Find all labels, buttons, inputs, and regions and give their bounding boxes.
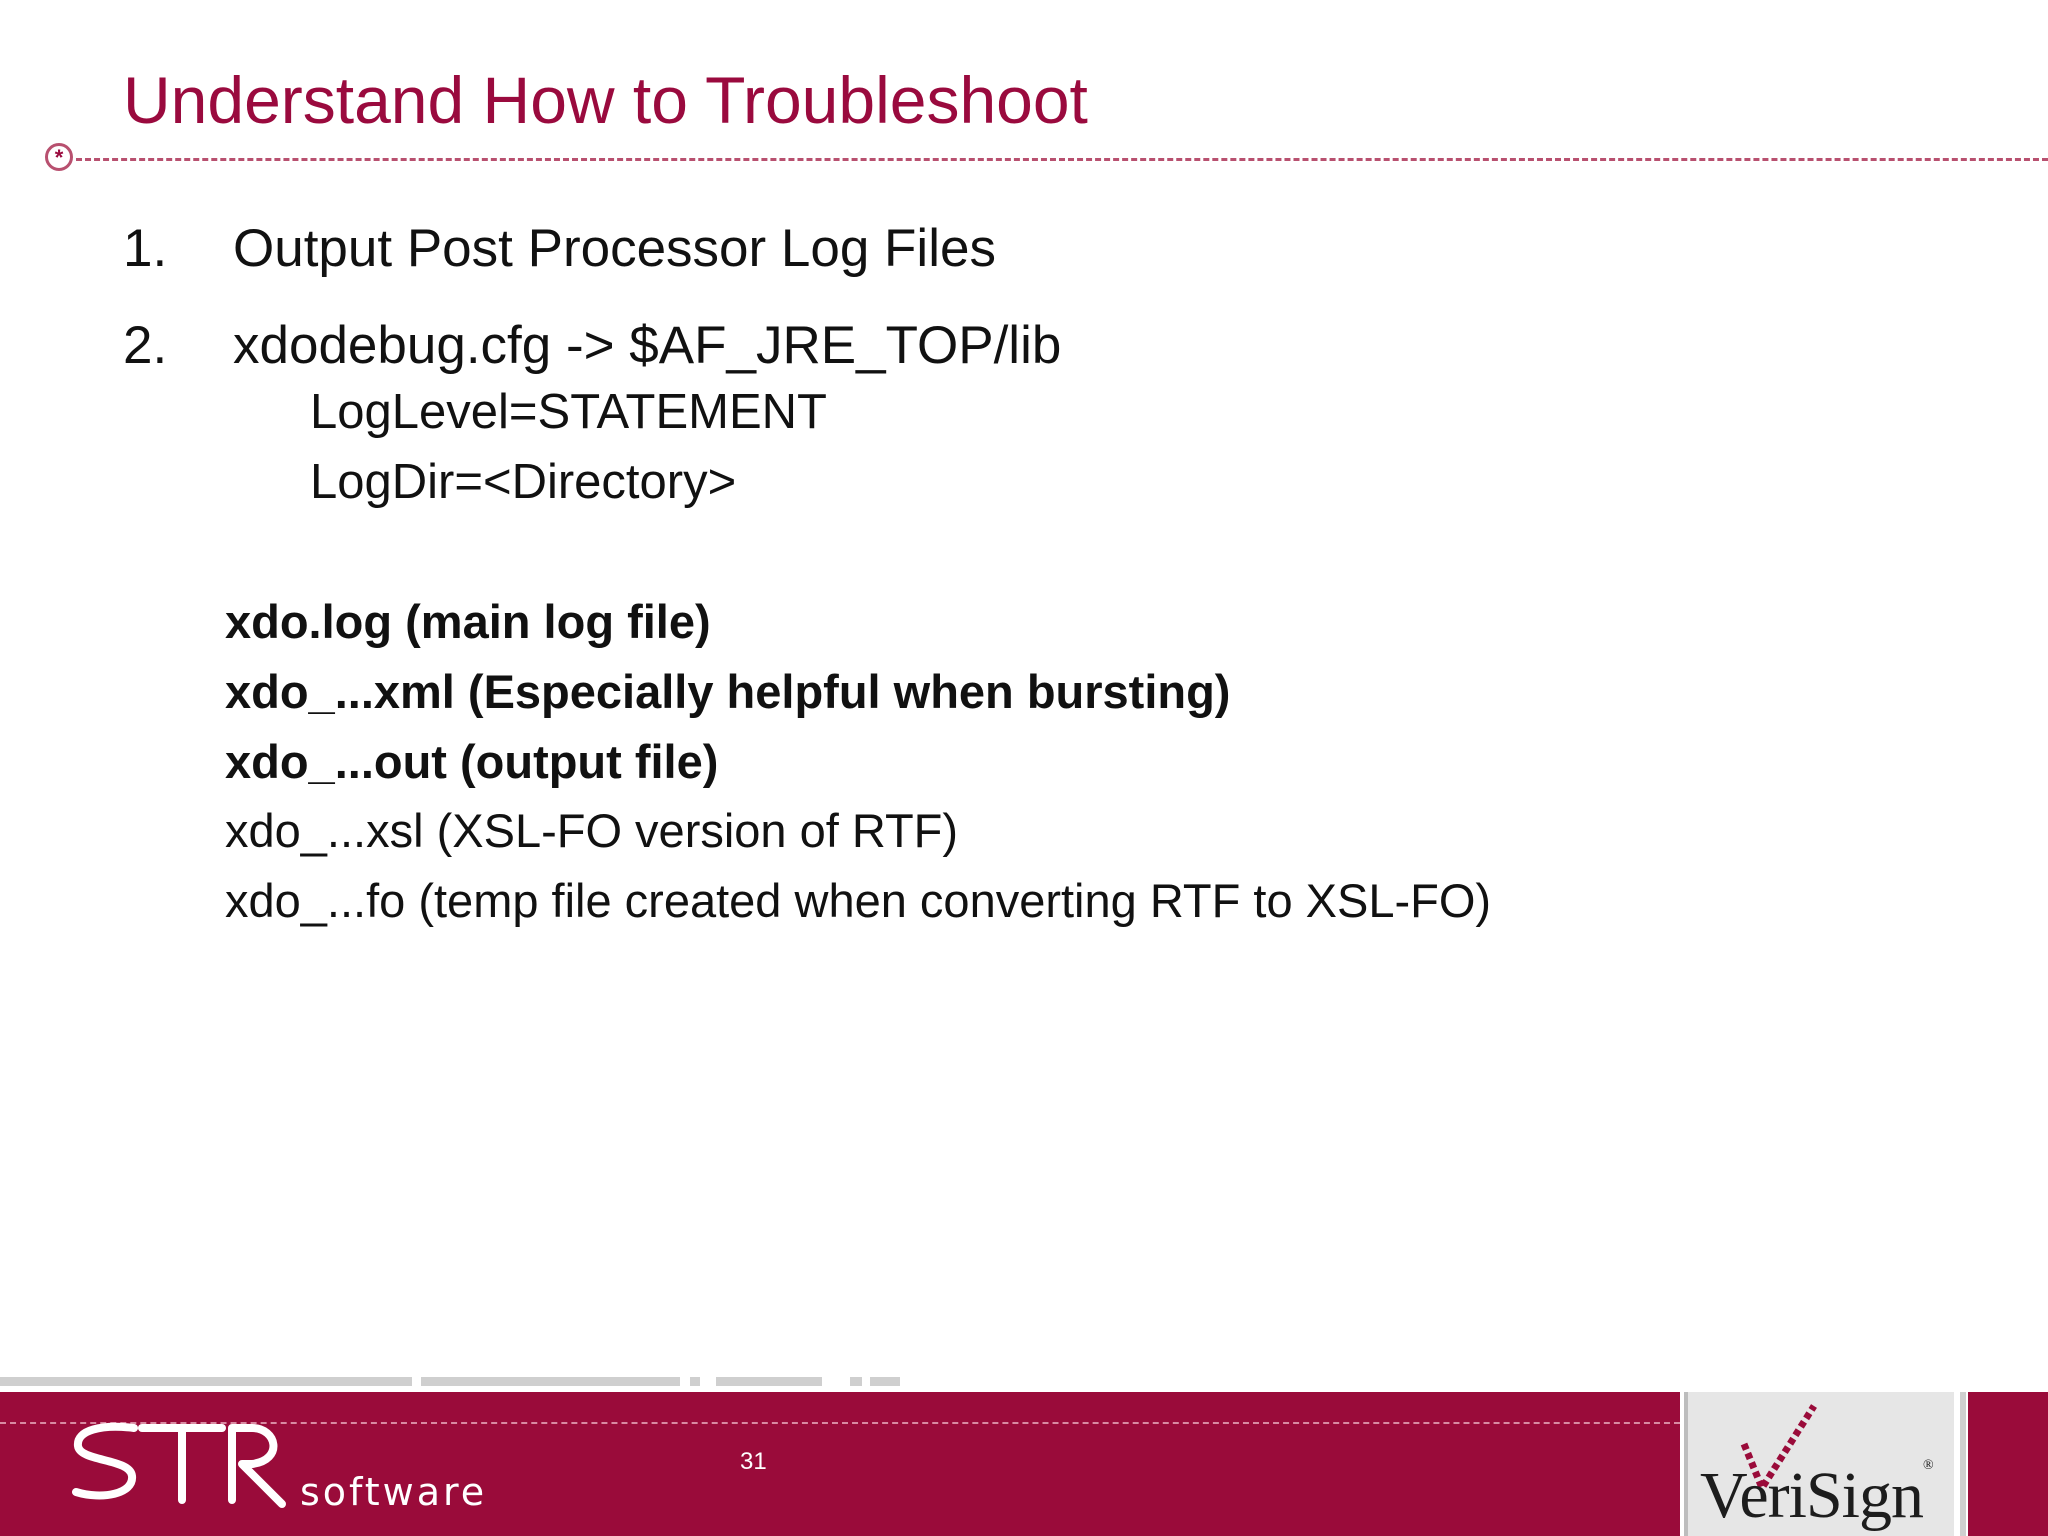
asterisk-icon: * bbox=[45, 143, 73, 171]
page-number: 31 bbox=[740, 1448, 767, 1475]
title-divider bbox=[76, 158, 2048, 161]
list-text: xdodebug.cfg -> $AF_JRE_TOP/lib bbox=[233, 316, 1062, 375]
footer-accent-bar bbox=[870, 1377, 900, 1386]
footer-accent-bar bbox=[850, 1377, 862, 1386]
registered-mark: ® bbox=[1923, 1458, 1933, 1473]
list-number: 1. bbox=[123, 219, 168, 278]
slide-title: Understand How to Troubleshoot bbox=[123, 63, 1088, 137]
partner-logo-text: VeriSign bbox=[1700, 1459, 1923, 1532]
list-number: 2. bbox=[123, 316, 168, 375]
file-item: xdo_...xml (Especially helpful when bursting) bbox=[225, 665, 1231, 718]
footer-accent-line bbox=[1960, 1392, 1966, 1536]
footer-accent-bar bbox=[716, 1377, 822, 1386]
footer-accent-bar bbox=[0, 1377, 412, 1386]
file-item: xdo_...out (output file) bbox=[225, 735, 719, 788]
config-line-loglevel: LogLevel=STATEMENT bbox=[310, 385, 827, 439]
footer-accent-bar bbox=[421, 1377, 680, 1386]
file-item: xdo_...fo (temp file created when converting RTF to XSL-FO) bbox=[225, 874, 1492, 927]
footer-accent-bar bbox=[690, 1377, 700, 1386]
list-text: Output Post Processor Log Files bbox=[233, 219, 996, 278]
verisign-logo bbox=[1700, 1458, 1933, 1534]
logo-subtext: software bbox=[300, 1470, 488, 1514]
config-line-logdir: LogDir=<Directory> bbox=[310, 455, 737, 509]
file-item: xdo_...xsl (XSL-FO version of RTF) bbox=[225, 804, 959, 857]
file-item: xdo.log (main log file) bbox=[225, 595, 711, 648]
footer-right-band bbox=[1968, 1392, 2048, 1536]
str-logo-icon bbox=[72, 1418, 292, 1508]
